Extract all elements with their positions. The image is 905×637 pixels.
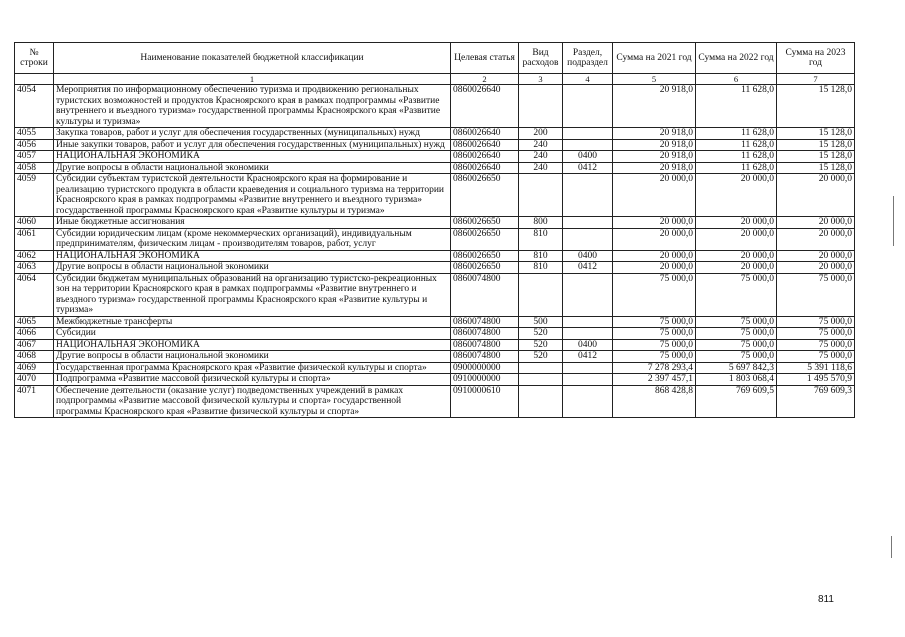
section-code	[563, 374, 613, 386]
target-article: 0860074800	[451, 316, 519, 328]
row-number: 4058	[15, 162, 54, 174]
row-number: 4063	[15, 262, 54, 274]
sum-2022: 75 000,0	[696, 316, 777, 328]
sum-2021: 20 918,0	[613, 85, 696, 128]
indicator-name: Государственная программа Красноярского края «Развитие физической культуры и спорта»	[54, 362, 451, 374]
section-code	[563, 217, 613, 229]
sum-2021: 868 428,8	[613, 385, 696, 418]
sum-2023: 15 128,0	[777, 162, 855, 174]
column-number: 3	[519, 74, 563, 85]
section-code	[563, 85, 613, 128]
sum-2023: 75 000,0	[777, 316, 855, 328]
sum-2023: 1 495 570,9	[777, 374, 855, 386]
sum-2021: 75 000,0	[613, 351, 696, 363]
table-row	[15, 362, 855, 374]
sum-2022: 20 000,0	[696, 250, 777, 262]
table-row	[15, 316, 855, 328]
sum-2023: 769 609,3	[777, 385, 855, 418]
indicator-name: НАЦИОНАЛЬНАЯ ЭКОНОМИКА	[54, 151, 451, 163]
budget-table	[14, 42, 855, 418]
table-row	[15, 174, 855, 217]
indicator-name: Мероприятия по информационному обеспечению туризма и продвижению региональных туристских возможностей и продуктов Красноярского края в рамках подпрограммы «Развитие внутреннего и въездного туризма» государственной программы Красноярского края «Развитие культуры и туризма»	[54, 85, 451, 128]
table-row	[15, 128, 855, 140]
target-article: 0860026650	[451, 228, 519, 250]
expense-type: 800	[519, 217, 563, 229]
expense-type	[519, 85, 563, 128]
row-number: 4056	[15, 139, 54, 151]
indicator-name: Закупка товаров, работ и услуг для обеспечения государственных (муниципальных) нужд	[54, 128, 451, 140]
sum-2023: 75 000,0	[777, 351, 855, 363]
expense-type: 240	[519, 139, 563, 151]
sum-2023: 15 128,0	[777, 85, 855, 128]
target-article: 0860026640	[451, 162, 519, 174]
sum-2023: 15 128,0	[777, 128, 855, 140]
table-body	[15, 85, 855, 418]
sum-2022: 5 697 842,3	[696, 362, 777, 374]
table-row	[15, 250, 855, 262]
expense-type	[519, 374, 563, 386]
expense-type: 240	[519, 151, 563, 163]
target-article: 0860026640	[451, 128, 519, 140]
expense-type	[519, 385, 563, 418]
row-number: 4067	[15, 339, 54, 351]
section-code	[563, 128, 613, 140]
row-number: 4069	[15, 362, 54, 374]
sum-2022: 769 609,5	[696, 385, 777, 418]
section-code	[563, 174, 613, 217]
header-sum-2021: Сумма на 2021 год	[613, 43, 696, 74]
table-row	[15, 385, 855, 418]
expense-type: 520	[519, 351, 563, 363]
table-row	[15, 85, 855, 128]
column-number	[15, 74, 54, 85]
section-code: 0400	[563, 250, 613, 262]
indicator-name: Обеспечение деятельности (оказание услуг) подведомственных учреждений в рамках подпрограммы «Развитие массовой физической культуры и спорта» государственной программы Красноярского края «Развитие физической культуры и спорта»	[54, 385, 451, 418]
scan-mark	[891, 536, 892, 558]
section-code	[563, 228, 613, 250]
header-name: Наименование показателей бюджетной классификации	[54, 43, 451, 74]
sum-2023: 75 000,0	[777, 339, 855, 351]
sum-2023: 15 128,0	[777, 151, 855, 163]
sum-2023: 20 000,0	[777, 262, 855, 274]
expense-type: 520	[519, 328, 563, 340]
sum-2023: 20 000,0	[777, 228, 855, 250]
table-row	[15, 339, 855, 351]
section-code: 0412	[563, 162, 613, 174]
row-number: 4055	[15, 128, 54, 140]
section-code: 0412	[563, 351, 613, 363]
header-section: Раздел, подраздел	[563, 43, 613, 74]
target-article: 0910000000	[451, 374, 519, 386]
sum-2021: 20 000,0	[613, 174, 696, 217]
target-article: 0860074800	[451, 339, 519, 351]
sum-2021: 75 000,0	[613, 316, 696, 328]
sum-2023: 15 128,0	[777, 139, 855, 151]
sum-2021: 20 000,0	[613, 262, 696, 274]
table-row	[15, 151, 855, 163]
sum-2021: 20 918,0	[613, 128, 696, 140]
sum-2022: 11 628,0	[696, 151, 777, 163]
row-number: 4070	[15, 374, 54, 386]
sum-2022: 75 000,0	[696, 351, 777, 363]
table-row	[15, 374, 855, 386]
section-code	[563, 362, 613, 374]
expense-type	[519, 273, 563, 316]
table-row	[15, 351, 855, 363]
column-number: 6	[696, 74, 777, 85]
target-article: 0910000610	[451, 385, 519, 418]
indicator-name: НАЦИОНАЛЬНАЯ ЭКОНОМИКА	[54, 250, 451, 262]
indicator-name: Субсидии	[54, 328, 451, 340]
sum-2021: 2 397 457,1	[613, 374, 696, 386]
row-number: 4068	[15, 351, 54, 363]
indicator-name: Иные бюджетные ассигнования	[54, 217, 451, 229]
indicator-name: Подпрограмма «Развитие массовой физической культуры и спорта»	[54, 374, 451, 386]
sum-2021: 75 000,0	[613, 339, 696, 351]
table-row	[15, 162, 855, 174]
scan-mark	[893, 196, 894, 246]
expense-type: 500	[519, 316, 563, 328]
row-number: 4062	[15, 250, 54, 262]
indicator-name: Иные закупки товаров, работ и услуг для обеспечения государственных (муниципальных) нужд	[54, 139, 451, 151]
sum-2021: 20 000,0	[613, 217, 696, 229]
indicator-name: Субсидии юридическим лицам (кроме некоммерческих организаций), индивидуальным предпринимателям, физическим лицам - производителям товаров, работ, услуг	[54, 228, 451, 250]
table-row	[15, 139, 855, 151]
sum-2023: 5 391 118,6	[777, 362, 855, 374]
row-number: 4054	[15, 85, 54, 128]
sum-2022: 20 000,0	[696, 262, 777, 274]
sum-2022: 20 000,0	[696, 174, 777, 217]
sum-2022: 1 803 068,4	[696, 374, 777, 386]
target-article: 0860026640	[451, 85, 519, 128]
sum-2021: 20 918,0	[613, 139, 696, 151]
row-number: 4071	[15, 385, 54, 418]
table-row	[15, 328, 855, 340]
target-article: 0860026650	[451, 250, 519, 262]
sum-2022: 11 628,0	[696, 162, 777, 174]
indicator-name: Субсидии бюджетам муниципальных образований на организацию туристско-рекреационных зон на территории Красноярского края в рамках подпрограммы «Развитие внутреннего и въездного туризма» государственной программы Красноярского края «Развитие культуры и туризма»	[54, 273, 451, 316]
target-article: 0860026650	[451, 217, 519, 229]
expense-type: 520	[519, 339, 563, 351]
indicator-name: НАЦИОНАЛЬНАЯ ЭКОНОМИКА	[54, 339, 451, 351]
expense-type	[519, 362, 563, 374]
column-number: 1	[54, 74, 451, 85]
target-article: 0860026640	[451, 151, 519, 163]
column-number: 7	[777, 74, 855, 85]
expense-type: 810	[519, 262, 563, 274]
target-article: 0860026650	[451, 174, 519, 217]
sum-2022: 11 628,0	[696, 85, 777, 128]
sum-2023: 75 000,0	[777, 328, 855, 340]
target-article: 0860074800	[451, 273, 519, 316]
section-code: 0400	[563, 151, 613, 163]
row-number: 4059	[15, 174, 54, 217]
sum-2022: 75 000,0	[696, 339, 777, 351]
section-code	[563, 139, 613, 151]
header-target-article: Целевая статья	[451, 43, 519, 74]
indicator-name: Субсидии субъектам туристской деятельности Красноярского края на формирование и реализацию туристского продукта в области краеведения и социального туризма на территории Красноярского края в рамках подпрограммы «Развитие внутреннего и въездного туризма» государственной программы Красноярского края «Развитие культуры и туризма»	[54, 174, 451, 217]
section-code	[563, 316, 613, 328]
sum-2021: 20 918,0	[613, 162, 696, 174]
sum-2021: 20 000,0	[613, 250, 696, 262]
target-article: 0860026640	[451, 139, 519, 151]
target-article: 0860026650	[451, 262, 519, 274]
sum-2023: 75 000,0	[777, 273, 855, 316]
sum-2021: 7 278 293,4	[613, 362, 696, 374]
sum-2021: 20 918,0	[613, 151, 696, 163]
header-expense-type: Вид расходов	[519, 43, 563, 74]
row-number: 4066	[15, 328, 54, 340]
section-code	[563, 328, 613, 340]
page-number: 811	[818, 594, 834, 605]
header-row	[15, 43, 855, 74]
target-article: 0900000000	[451, 362, 519, 374]
column-number: 4	[563, 74, 613, 85]
header-sum-2022: Сумма на 2022 год	[696, 43, 777, 74]
table-row	[15, 228, 855, 250]
sum-2021: 20 000,0	[613, 228, 696, 250]
indicator-name: Межбюджетные трансферты	[54, 316, 451, 328]
sum-2022: 20 000,0	[696, 217, 777, 229]
sum-2022: 75 000,0	[696, 273, 777, 316]
header-sum-2023: Сумма на 2023 год	[777, 43, 855, 74]
sum-2022: 11 628,0	[696, 139, 777, 151]
row-number: 4057	[15, 151, 54, 163]
sum-2023: 20 000,0	[777, 250, 855, 262]
sum-2022: 20 000,0	[696, 228, 777, 250]
table-row	[15, 217, 855, 229]
table-row	[15, 273, 855, 316]
sum-2023: 20 000,0	[777, 174, 855, 217]
indicator-name: Другие вопросы в области национальной экономики	[54, 262, 451, 274]
sum-2021: 75 000,0	[613, 328, 696, 340]
row-number: 4065	[15, 316, 54, 328]
column-number: 2	[451, 74, 519, 85]
sum-2023: 20 000,0	[777, 217, 855, 229]
expense-type: 240	[519, 162, 563, 174]
section-code: 0400	[563, 339, 613, 351]
sum-2022: 75 000,0	[696, 328, 777, 340]
sum-2022: 11 628,0	[696, 128, 777, 140]
expense-type: 810	[519, 250, 563, 262]
section-code	[563, 273, 613, 316]
section-code: 0412	[563, 262, 613, 274]
target-article: 0860074800	[451, 328, 519, 340]
section-code	[563, 385, 613, 418]
sum-2021: 75 000,0	[613, 273, 696, 316]
row-number: 4060	[15, 217, 54, 229]
table-row	[15, 262, 855, 274]
column-number: 5	[613, 74, 696, 85]
expense-type: 810	[519, 228, 563, 250]
expense-type	[519, 174, 563, 217]
column-number-row	[15, 74, 855, 85]
expense-type: 200	[519, 128, 563, 140]
target-article: 0860074800	[451, 351, 519, 363]
header-row-no: № строки	[15, 43, 54, 74]
indicator-name: Другие вопросы в области национальной экономики	[54, 162, 451, 174]
indicator-name: Другие вопросы в области национальной экономики	[54, 351, 451, 363]
row-number: 4064	[15, 273, 54, 316]
row-number: 4061	[15, 228, 54, 250]
